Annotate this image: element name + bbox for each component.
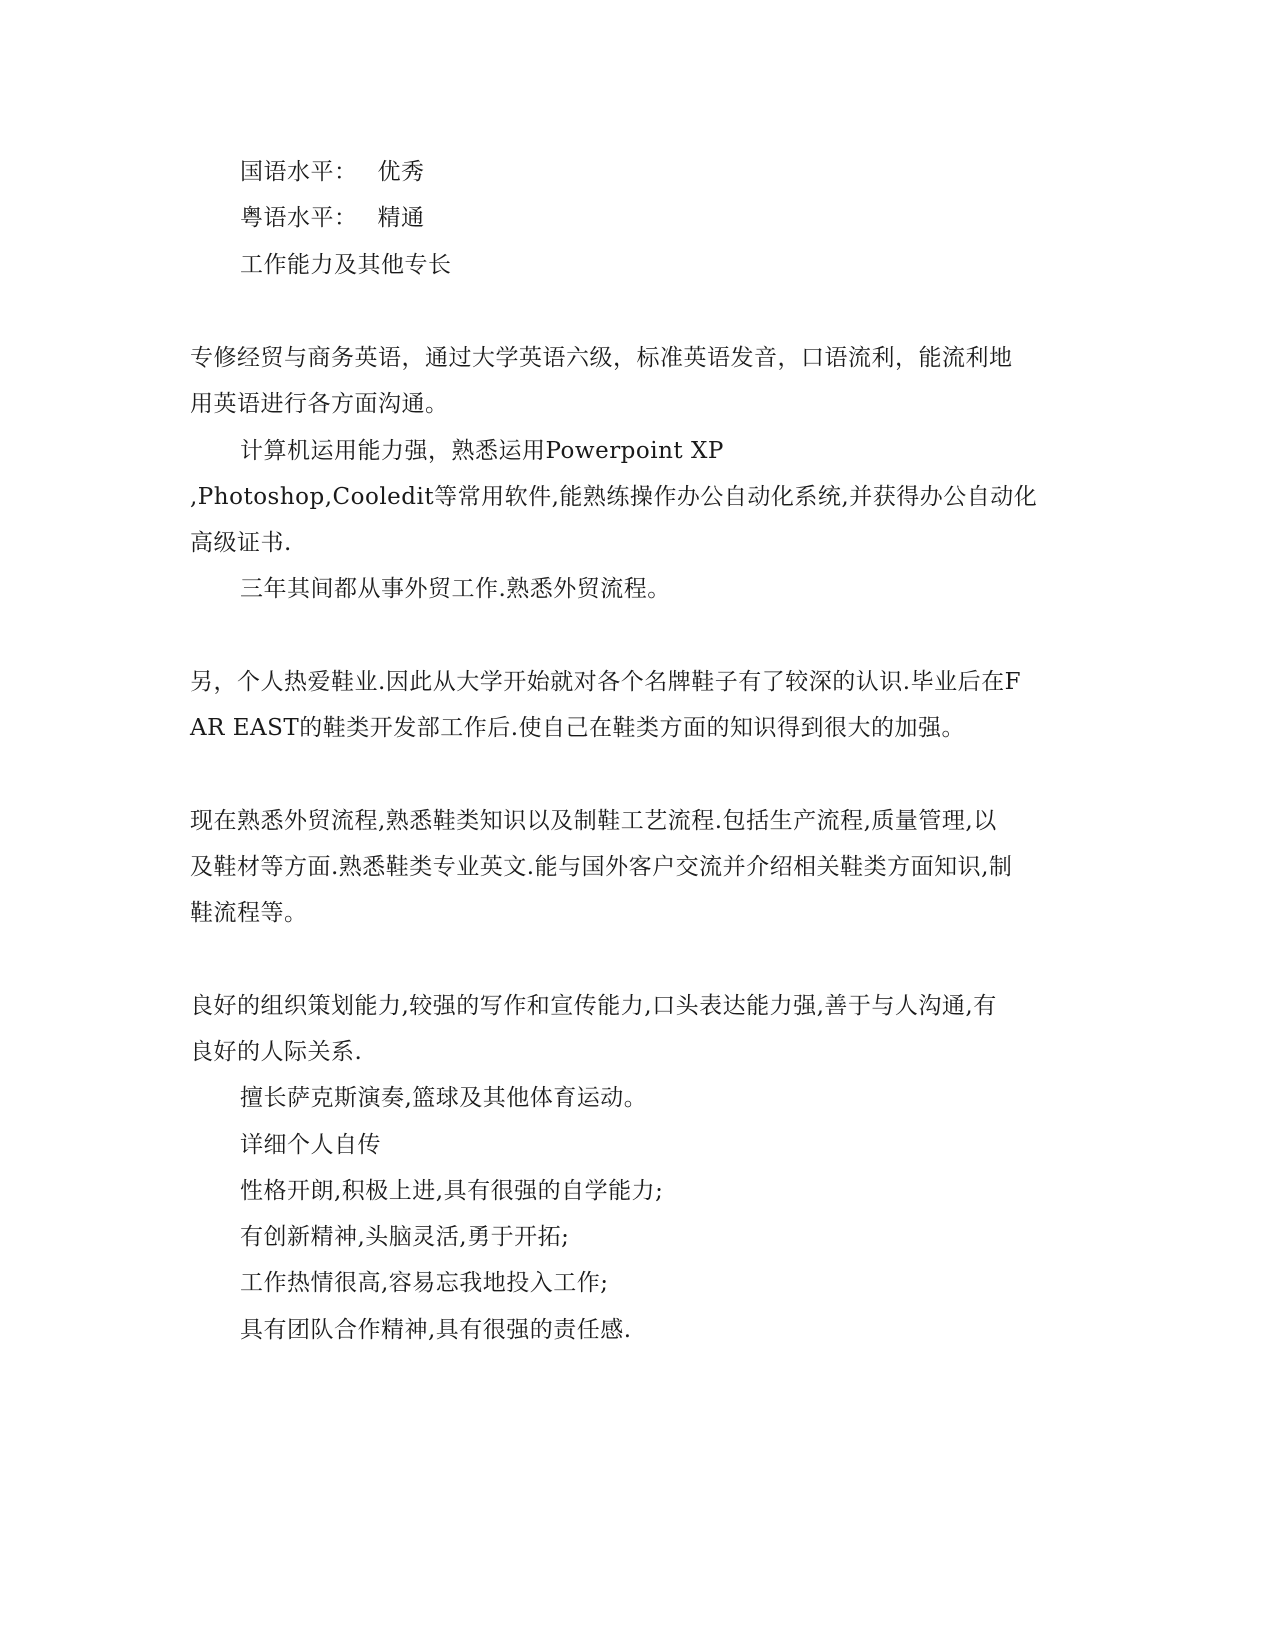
hobby-line: 擅长萨克斯演奏,篮球及其他体育运动。	[240, 1085, 648, 1111]
current-skills-line-3: 鞋流程等。	[190, 900, 308, 926]
organization-paragraph-line-1: 良好的组织策划能力,较强的写作和宣传能力,口头表达能力强,善于与人沟通,有	[190, 993, 997, 1019]
bio-line-4: 具有团队合作精神,具有很强的责任感.	[240, 1317, 632, 1343]
bio-heading: 详细个人自传	[240, 1132, 381, 1158]
computer-paragraph-line-3: 高级证书.	[190, 530, 292, 556]
mandarin-level-line	[240, 157, 425, 187]
cantonese-level-line	[240, 203, 425, 233]
english-paragraph-line-2: 用英语进行各方面沟通。	[190, 391, 449, 417]
shoes-paragraph-line-2: AR EAST的鞋类开发部工作后.使自己在鞋类方面的知识得到很大的加强。	[190, 715, 966, 741]
bio-line-2: 有创新精神,头脑灵活,勇于开拓;	[240, 1224, 570, 1250]
computer-paragraph-line-1: 计算机运用能力强，熟悉运用Powerpoint XP	[240, 438, 724, 464]
current-skills-line-2: 及鞋材等方面.熟悉鞋类专业英文.能与国外客户交流并介绍相关鞋类方面知识,制	[190, 854, 1013, 880]
shoes-paragraph-line-1: 另，个人热爱鞋业.因此从大学开始就对各个名牌鞋子有了较深的认识.毕业后在F	[190, 669, 1022, 695]
current-skills-line-1: 现在熟悉外贸流程,熟悉鞋类知识以及制鞋工艺流程.包括生产流程,质量管理,以	[190, 808, 997, 834]
trade-paragraph-line-1: 三年其间都从事外贸工作.熟悉外贸流程。	[240, 576, 671, 602]
cantonese-label: 粤语水平：	[240, 205, 358, 231]
mandarin-value: 优秀	[377, 159, 425, 185]
computer-paragraph-line-2: ,Photoshop,Cooledit等常用软件,能熟练操作办公自动化系统,并获得办公自动化	[190, 484, 1038, 510]
mandarin-label: 国语水平：	[240, 159, 358, 185]
bio-line-1: 性格开朗,积极上进,具有很强的自学能力;	[240, 1178, 664, 1204]
cantonese-value: 精通	[377, 205, 425, 231]
bio-line-3: 工作热情很高,容易忘我地投入工作;	[240, 1270, 609, 1296]
english-paragraph-line-1: 专修经贸与商务英语，通过大学英语六级，标准英语发音，口语流利，能流利地	[190, 345, 1013, 371]
organization-paragraph-line-2: 良好的人际关系.	[190, 1039, 363, 1065]
skills-heading: 工作能力及其他专长	[240, 252, 452, 278]
